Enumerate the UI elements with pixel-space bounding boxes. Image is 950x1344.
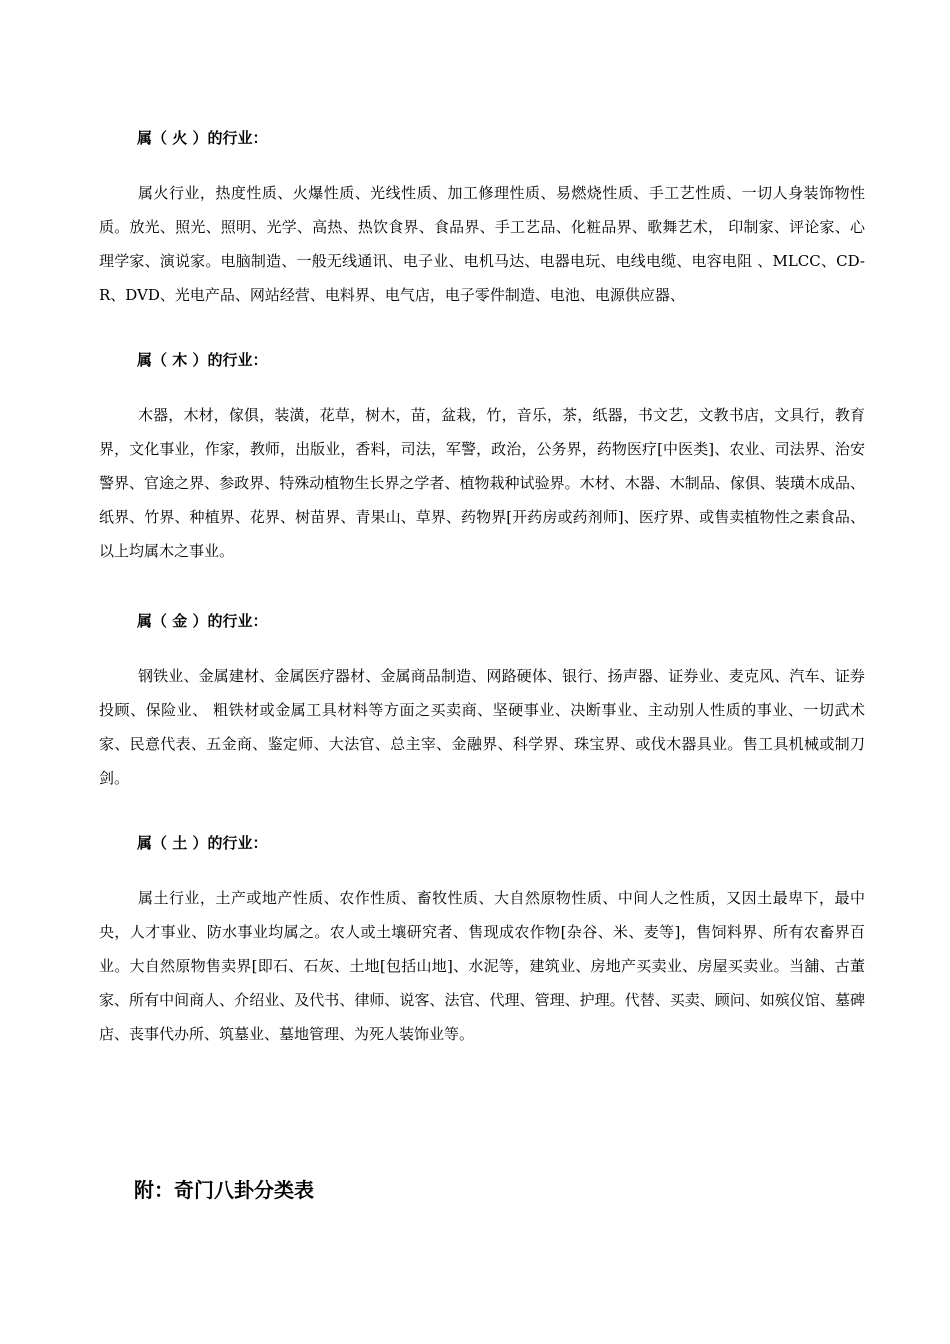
section-body-earth: 属土行业，土产或地产性质、农作性质、畜牧性质、大自然原物性质、中间人之性质，又因土最卑下，最中央，人才事业、防水事业均属之。农人或土壤研究者、售现成农作物[杂谷、米、麦等]，售饲料界、所有农畜界百业。大自然原物售卖界[即石、石灰、土地[包括山地]、水泥等，建筑业、房地产买卖业、房屋买卖业。当舖、古董家、所有中间商人、介绍业、及代书、律师、说客、法官、代理、管理、护理。代替、买卖、顾问、如殡仪馆、墓碑店、丧事代办所、筑墓业、墓地管理、为死人装饰业等。	[99, 889, 865, 1043]
section-body-fire: 属火行业，热度性质、火爆性质、光线性质、加工修理性质、易燃烧性质、手工艺性质、一切人身装饰物性质。放光、照光、照明、光学、高热、热饮食界、食品界、手工艺品、化粧品界、歌舞艺术， 印制家、评论家、心理学家、演说家。电脑制造、一般无线通讯、电子业、电机马达、电器电玩、电线电缆、电容电阻 、MLCC、CD-R、DVD、光电产品、网站经营、电料界、电气店，电子零件制造、电池、电源供应器、	[99, 184, 865, 304]
section-heading-metal: 属（ 金 ）的行业：	[137, 612, 268, 630]
section-heading-fire: 属（ 火 ）的行业：	[137, 129, 268, 147]
appendix-title: 附：奇门八卦分类表	[134, 1178, 314, 1202]
section-body-wood: 木器，木材，傢俱，装潢，花草，树木，苗，盆栽，竹，音乐，茶，纸器，书文艺，文教书店，文具行，教育界，文化事业，作家，教师，出版业，香料，司法，军警，政治，公务界，药物医疗[中医类]、农业、司法界、治安警界、官途之界、参政界、特殊动植物生长界之学者、植物栽种试验界。木材、木器、木制品、傢俱、装璜木成品、纸界、竹界、种植界、花界、树苗界、青果山、草界、药物界[开药房或药剂师]、医疗界、或售卖植物性之素食品、以上均属木之事业。	[99, 406, 865, 560]
section-heading-wood: 属（ 木 ）的行业：	[137, 351, 268, 369]
section-heading-earth: 属（ 土 ）的行业：	[137, 834, 268, 852]
section-body-metal: 钢铁业、金属建材、金属医疗器材、金属商品制造、网路硬体、银行、扬声器、证券业、麦克风、汽车、证券投顾、保险业、 粗铁材或金属工具材料等方面之买卖商、坚硬事业、决断事业、主动别人性质的事业、一切武术家、民意代表、五金商、鉴定师、大法官、总主宰、金融界、科学界、珠宝界、或伐木器具业。售工具机械或制刀剑。	[99, 667, 865, 787]
